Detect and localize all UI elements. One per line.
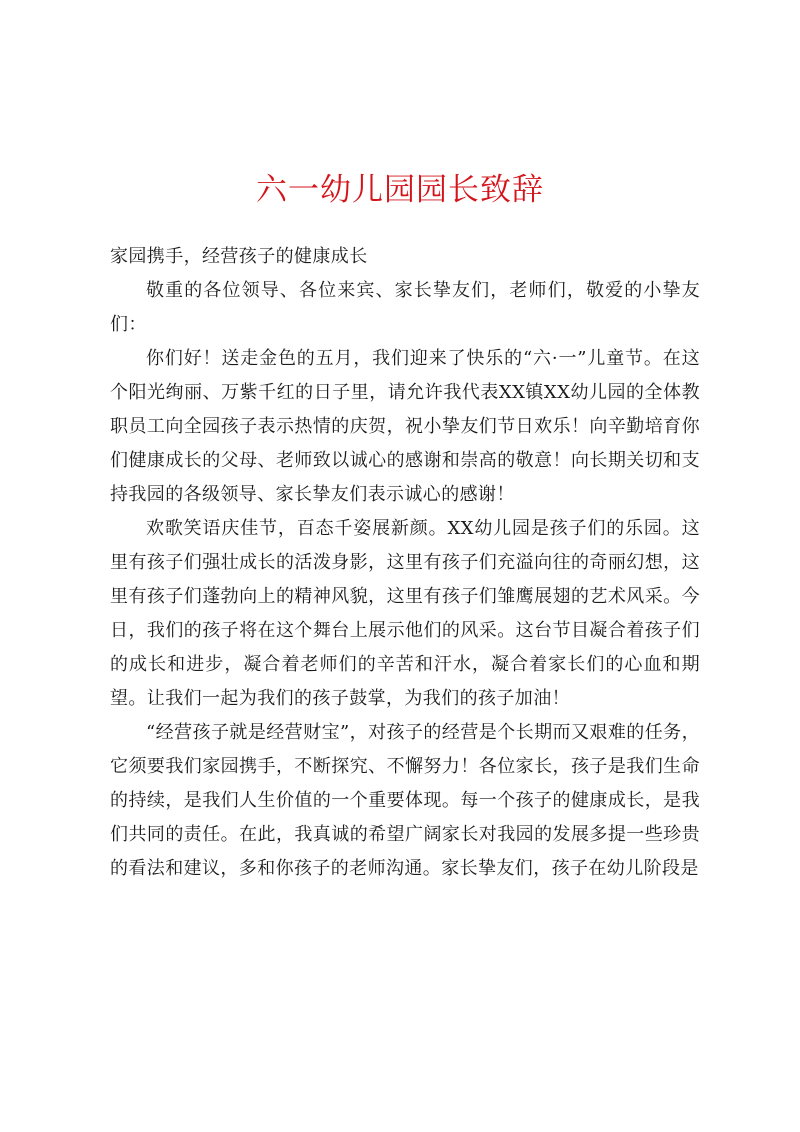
paragraph-greeting: 你们好！送走金色的五月，我们迎来了快乐的“六·一”儿童节。在这个阳光绚丽、万紫千红的日子里，请允许我代表XX镇XX幼儿园的全体教职员工向全园孩子表示热情的庆贺，祝小挚友们节日欢乐！向辛勤培育你们健康成长的父母、老师致以诚心的感谢和崇高的敬意！向长期关切和支持我园的各级领导、家长挚友们表示诚心的感谢！ bbox=[110, 348, 700, 505]
paragraph-celebration: 欢歌笑语庆佳节，百态千姿展新颜。XX幼儿园是孩子们的乐园。这里有孩子们强壮成长的活泼身影，这里有孩子们充溢向往的奇丽幻想，这里有孩子们蓬勃向上的精神风貌，这里有孩子们雏鹰展翅的艺术风采。今日，我们的孩子将在这个舞台上展示他们的风采。这台节目凝合着孩子们的成长和进步，凝合着老师们的辛苦和汗水，凝合着家长们的心血和期望。让我们一起为我们的孩子鼓掌，为我们的孩子加油！ bbox=[110, 518, 700, 709]
paragraph-cooperation: “经营孩子就是经营财宝”，对孩子的经营是个长期而又艰难的任务，它须要我们家园携手，不断探究、不懈努力！各位家长，孩子是我们生命的持续，是我们人生价值的一个重要体现。每一个孩子的健康成长，是我们共同的责任。在此，我真诚的希望广阔家长对我园的发展多提一些珍贵的看法和建议，多和你孩子的老师沟通。家长挚友们，孩子在幼儿阶段是 bbox=[110, 722, 700, 879]
document-subtitle: 家园携手，经营孩子的健康成长 bbox=[110, 246, 368, 267]
document-body bbox=[110, 240, 700, 886]
document-title: 六一幼儿园园长致辞 bbox=[256, 172, 544, 208]
paragraph-salutation: 敬重的各位领导、各位来宾、家长挚友们，老师们，敬爱的小挚友们： bbox=[110, 280, 700, 335]
